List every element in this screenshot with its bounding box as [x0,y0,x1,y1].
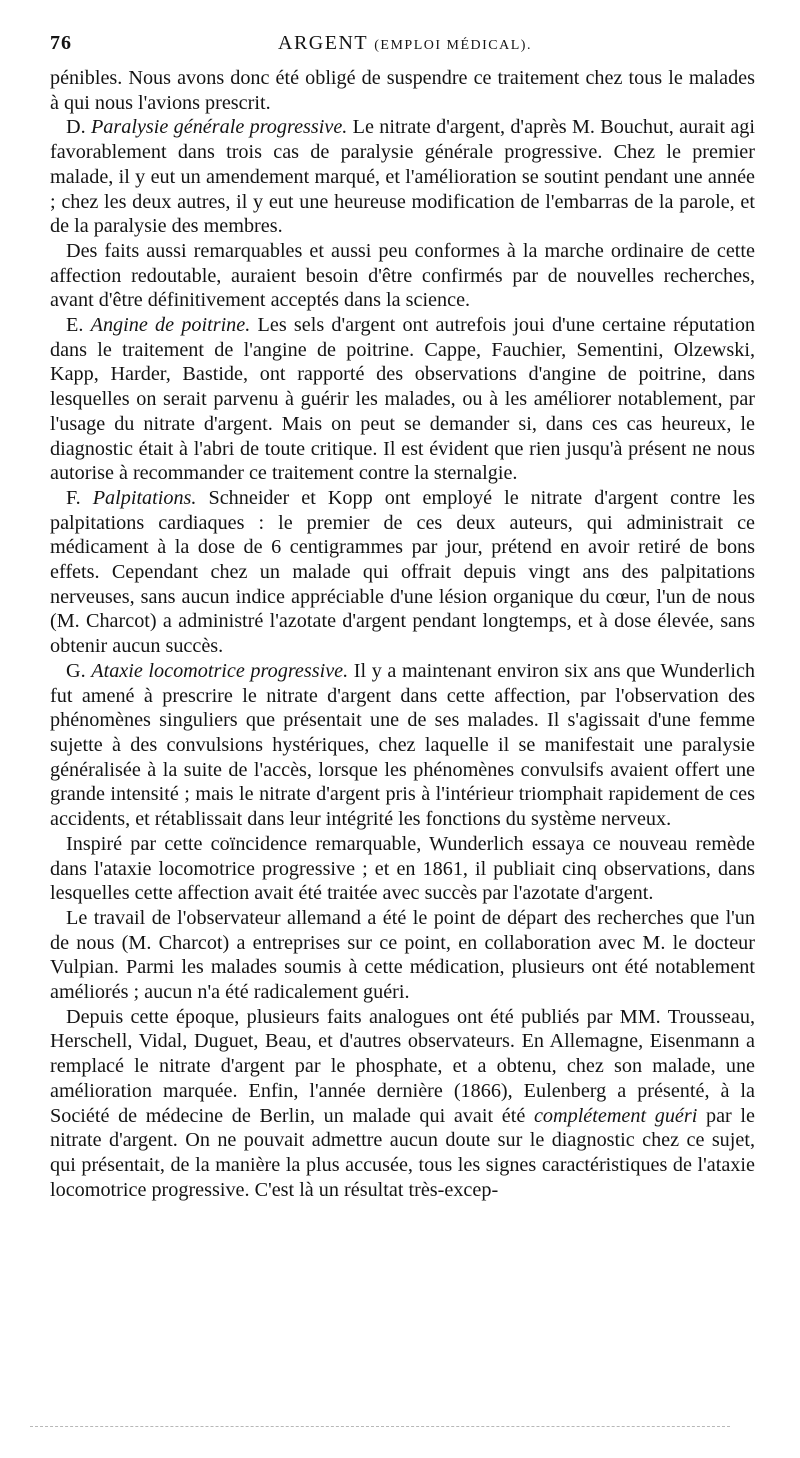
section-letter: D. [66,116,86,139]
paragraph-text: Le travail de l'observateur allemand a été le point de départ des recherches que l'un de nous (M. Charcot) a entreprises sur ce point, en collaboration avec M. le docteur Vulpian. Parmi les malades soumis à cette médication, plusieurs ont été notablement améliorés ; aucun n'a été radicalement guéri. [50,906,755,1004]
section-g-ataxie [50,659,755,832]
running-title-main: ARGENT [278,32,368,54]
paragraph [50,239,755,313]
paragraph-text: Inspiré par cette coïncidence remarquable, Wunderlich essaya ce nouveau remède dans l'ataxie locomotrice progressive ; et en 1861, il publiait cinq observations, dans lesquelles cette affection avait été traitée avec succès par l'azotate d'argent. [50,832,755,905]
paragraph-text: Les sels d'argent ont autrefois joui d'une certaine réputation dans le traitement de l'angine de poitrine. Cappe, Fauchier, Sementini, Olzewski, Kapp, Harder, Bastide, ont rapporté des observations d'angine de poitrine, dans lesquelles on serait parvenu à guérir les malades, ou à les améliorer notablement, par l'usage du nitrate d'argent. Mais on peut se demander si, dans ces cas heureux, le diagnostic était à l'abri de toute critique. Il est évident que rien jusqu'à présent ne nous autorise à recommander ce traitement contre la sternalgie. [50,314,756,485]
paragraph-text: Il y a maintenant environ six ans que Wunderlich fut amené à prescrire le nitrate d'argent dans cette affection, par l'observation des phénomènes singuliers que présentait une de ses malades. Il s'agissait d'une femme sujette à des convulsions hystériques, chez laquelle il se manifestait une paralysie généralisée à la suite de l'accès, lorsque les phénomènes convulsifs avaient offert une grande intensité ; mais le nitrate d'argent pris à l'intérieur triomphait rapidement de ces accidents, et rétablissait dans leur intégrité les fonctions du système nerveux. [50,659,756,831]
paragraph-continuation [50,66,755,115]
footer-rule [30,1426,730,1427]
section-letter: F. [66,486,81,509]
running-title [278,32,532,55]
paragraph-text: par le nitrate d'argent. On ne pouvait admettre aucun doute sur le diagnostic chez ce sujet, qui présentait, de la manière la plus accusée, tous les signes caractéristiques de l'ataxie locomotrice progressive. C'est là un résultat très-excep- [50,1104,756,1201]
section-d-paralysie [50,115,755,239]
section-f-palpitations [50,486,755,659]
emphasis-text: complétement guéri [533,1104,698,1127]
running-title-sub: (EMPLOI MÉDICAL). [374,38,532,53]
section-heading: Paralysie générale progressive. [90,116,348,139]
paragraph [50,832,755,906]
body-text [50,66,755,1202]
paragraph-text: Des faits aussi remarquables et aussi peu conformes à la marche ordinaire de cette affection redoutable, auraient besoin d'être confirmés par de nouvelles recherches, avant d'être définitivement acceptés dans la science. [50,239,755,312]
section-e-angine [50,313,755,486]
section-letter: G. [66,659,86,682]
paragraph-text: pénibles. Nous avons donc été obligé de suspendre ce traitement chez tous le malades à qui nous l'avions prescrit. [50,67,755,114]
paragraph-text: Schneider et Kopp ont employé le nitrate d'argent contre les palpitations cardiaques : le premier de ces deux auteurs, qui administrait ce médicament à la dose de 6 centigrammes par jour, prétend en avoir retiré de bons effets. Cependant chez un malade qui offrait depuis vingt ans des palpitations nerveuses, sans aucun indice appréciable d'une lésion organique du cœur, l'un de nous (M. Charcot) a administré l'azotate d'argent pendant longtemps, et à dose élevée, sans obtenir aucun succès. [50,486,755,658]
section-heading: Palpitations. [92,486,197,509]
paragraph [50,906,755,1005]
section-heading: Angine de poitrine. [90,314,251,337]
paragraph-text: Le nitrate d'argent, d'après M. Bouchut, aurait agi favorablement dans trois cas de paralysie générale progressive. Chez le premier malade, il y eut un amendement marqué, et l'amélioration se soutint pendant une année ; chez les deux autres, il y eut une heureuse modification de l'embarras de la parole, et de la paralysie des membres. [50,116,755,238]
paragraph-text: Depuis cette époque, plusieurs faits analogues ont été publiés par MM. Trousseau, Herschell, Vidal, Duguet, Beau, et d'autres observateurs. En Allemagne, Eisenmann a remplacé le nitrate d'argent par le phosphate, et a obtenu, chez son malade, une amélioration marquée. Enfin, l'année dernière (1866), Eulenberg a présenté, à la Société de médecine de Berlin, un malade qui avait été [50,1005,755,1127]
page-number: 76 [50,32,72,54]
running-header [50,26,755,66]
section-letter: E. [66,314,84,337]
page [50,26,755,1202]
section-heading: Ataxie locomotrice progressive. [91,659,349,682]
paragraph [50,1005,755,1203]
